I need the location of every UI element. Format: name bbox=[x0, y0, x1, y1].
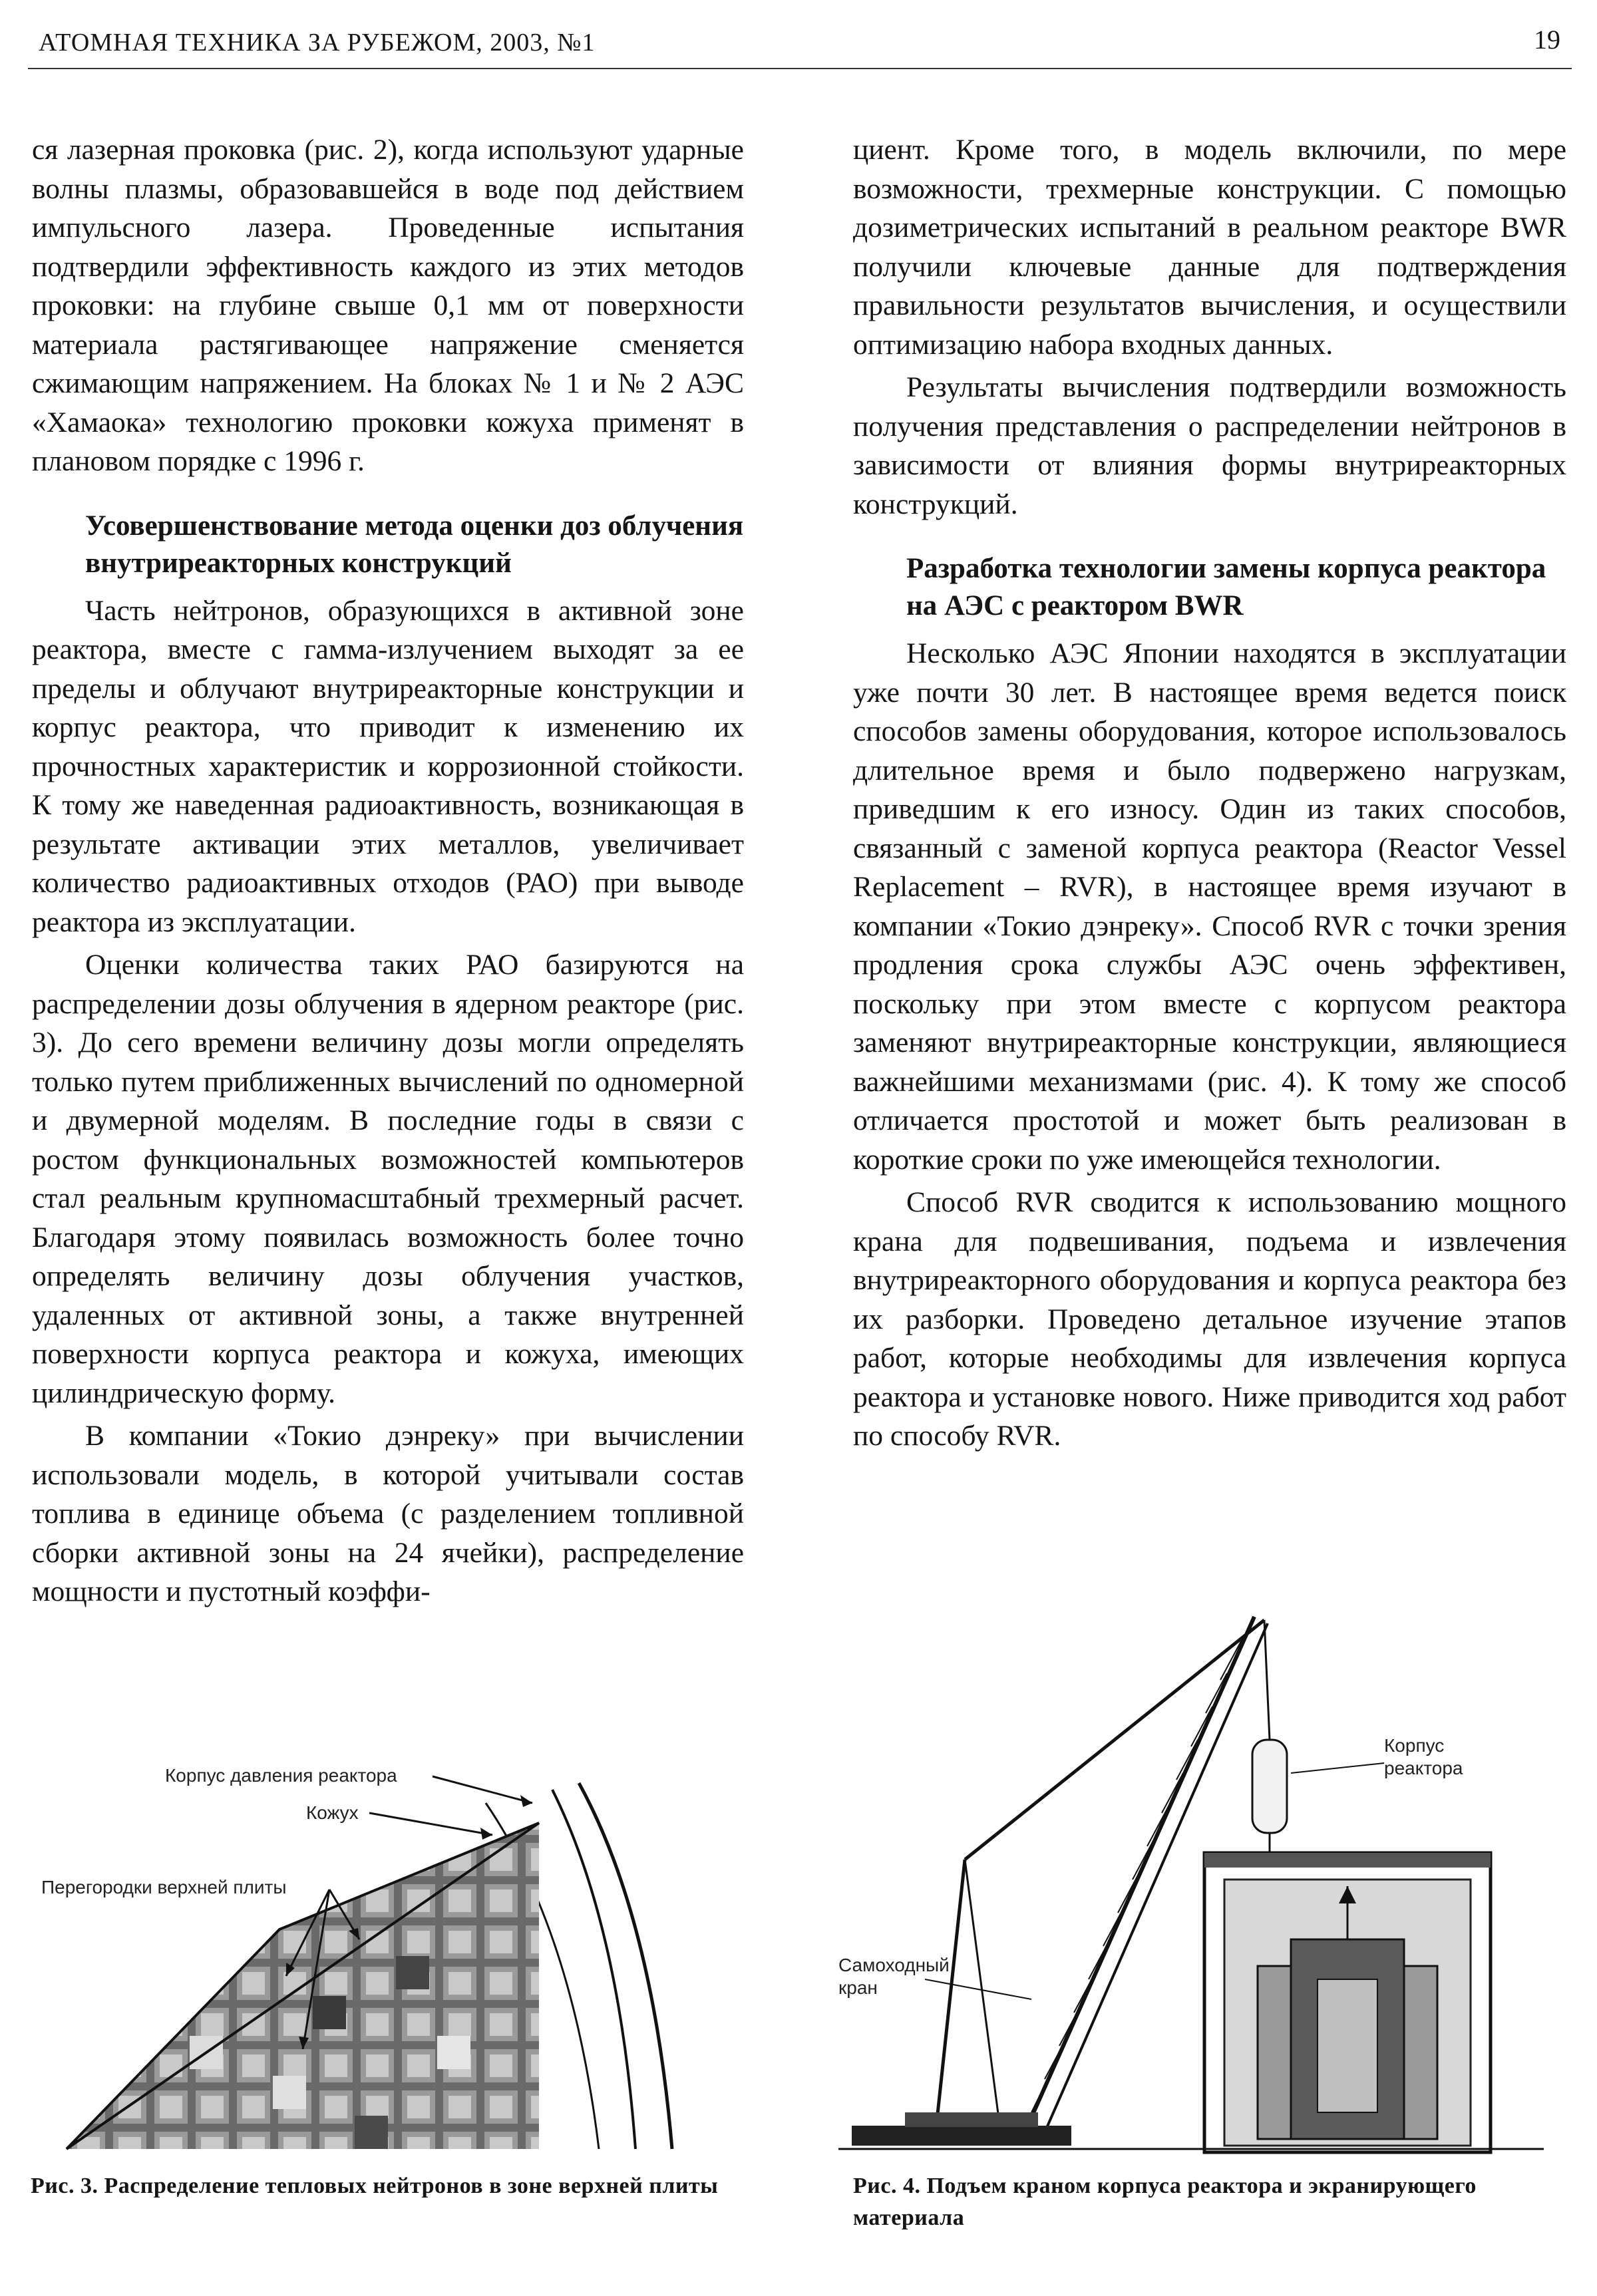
figure-4-label-crane-line-1: Самоходный bbox=[838, 1955, 950, 1975]
right-paragraph-4: Способ RVR сводится к использованию мощного крана для подвешивания, подъема и извлечения внутриреакторного оборудования и корпуса реактора без их разборки. Проведено детальное изучение этапов работ, которые необходимы для извлечения корпуса реактора и установке нового. Ниже приводится ход работ по способу RVR. bbox=[853, 1186, 1566, 1452]
right-paragraph-2: Результаты вычисления подтвердили возможность получения представления о распределении нейтронов в зависимости от влияния формы внутриреакторных конструкций. bbox=[853, 371, 1566, 520]
left-paragraph-4: В компании «Токио дэнреку» при вычислении использовали модель, в которой учитывали состав топлива в единице объема (с разделением топливной сборки активной зоны на 24 ячейки), распределение мощности и пустотный коэффи- bbox=[32, 1420, 744, 1607]
left-paragraph-1: ся лазерная проковка (рис. 2), когда используют ударные волны плазмы, образовавшейся в воде под действием импульсного лазера. Проведенные испытания подтвердили эффективность каждого из этих методов проковки: на глубине свыше 0,1 мм от поверхности материала растягивающее напряжение сменяется сжимающим напряжением. На блоках № 1 и № 2 АЭС «Хамаока» технологию проковки кожуха применят в плановом порядке с 1996 г. bbox=[32, 134, 744, 477]
figure-4-crane-lifting bbox=[825, 1593, 1570, 2166]
header-rule bbox=[28, 68, 1572, 69]
figure-3-drawing bbox=[27, 1756, 745, 2169]
running-head: АТОМНАЯ ТЕХНИКА ЗА РУБЕЖОМ, 2003, №1 bbox=[39, 29, 596, 57]
figure-3-label-partitions: Перегородки верхней плиты bbox=[41, 1877, 287, 1897]
left-column bbox=[32, 130, 744, 1611]
left-section-heading: Усовершенствование метода оценки доз облучения внутриреакторных конструкций bbox=[85, 510, 744, 579]
left-paragraph-3: Оценки количества таких РАО базируются на распределении дозы облучения в ядерном реакторе (рис. 3). До сего времени величину дозы могли определять только путем приближенных вычислений по одномерной и двумерной моделям. В последние годы в связи с ростом функциональных возможностей компьютеров стал реальным крупномасштабный трехмерный расчет. Благодаря этому появилась возможность более точно определять величину дозы облучения участков, удаленных от активной зоны, а также внутренней поверхности корпуса реактора и кожуха, имеющих цилиндрическую форму. bbox=[32, 949, 744, 1409]
right-column bbox=[853, 130, 1566, 1456]
figure-4-label-crane-line-2: кран bbox=[838, 1977, 878, 1998]
figure-3-caption: Рис. 3. Распределение тепловых нейтронов в зоне верхней плиты bbox=[31, 2174, 719, 2198]
right-paragraph-3: Несколько АЭС Японии находятся в эксплуатации уже почти 30 лет. В настоящее время ведется поиск способов замены оборудования, которое использовалось длительное время и было подвержено нагрузкам, приведшим к его износу. Один из таких способов, связанный с заменой корпуса реактора (Reactor Vessel Replacement – RVR), в настоящее время изучают в компании «Токио дэнреку». Способ RVR с точки зрения продления срока службы АЭС очень эффективен, поскольку при этом вместе с корпусом реактора заменяют внутриреакторные конструкции, являющиеся важнейшими механизмами (рис. 4). К тому же способ отличается простотой и может быть реализован в короткие сроки по уже имеющейся технологии. bbox=[853, 637, 1566, 1176]
figure-4-drawing bbox=[825, 1593, 1570, 2166]
figure-3-neutron-distribution bbox=[27, 1756, 745, 2169]
right-section-heading: Разработка технологии замены корпуса реактора на АЭС с реактором BWR bbox=[906, 553, 1546, 621]
figure-4-label-crane bbox=[838, 1954, 950, 1999]
page-number: 19 bbox=[1534, 25, 1560, 55]
figure-4-label-vessel bbox=[1384, 1734, 1463, 1780]
figure-4-label-vessel-line-1: Корпус bbox=[1384, 1735, 1445, 1756]
figure-3-label-vessel: Корпус давления реактора bbox=[165, 1765, 397, 1786]
figure-4-label-vessel-line-2: реактора bbox=[1384, 1758, 1463, 1778]
right-paragraph-1: циент. Кроме того, в модель включили, по мере возможности, трехмерные конструкции. С помощью дозиметрических испытаний в реальном реакторе BWR получили ключевые данные для подтверждения правильности результатов вычисления, и осуществили оптимизацию набора входных данных. bbox=[853, 134, 1566, 361]
figure-4-caption: Рис. 4. Подъем краном корпуса реактора и экранирующего материала bbox=[853, 2174, 1477, 2230]
figure-3-label-shroud: Кожух bbox=[306, 1802, 359, 1823]
left-paragraph-2: Часть нейтронов, образующихся в активной зоне реактора, вместе с гамма-излучением выходят за ее пределы и облучают внутриреакторные конструкции и корпус реактора, что приводит к изменению их прочностных характеристик и коррозионной стойкости. К тому же наведенная радиоактивность, возникающая в результате активации этих металлов, увеличивает количество радиоактивных отходов (РАО) при выводе реактора из эксплуатации. bbox=[32, 594, 744, 938]
